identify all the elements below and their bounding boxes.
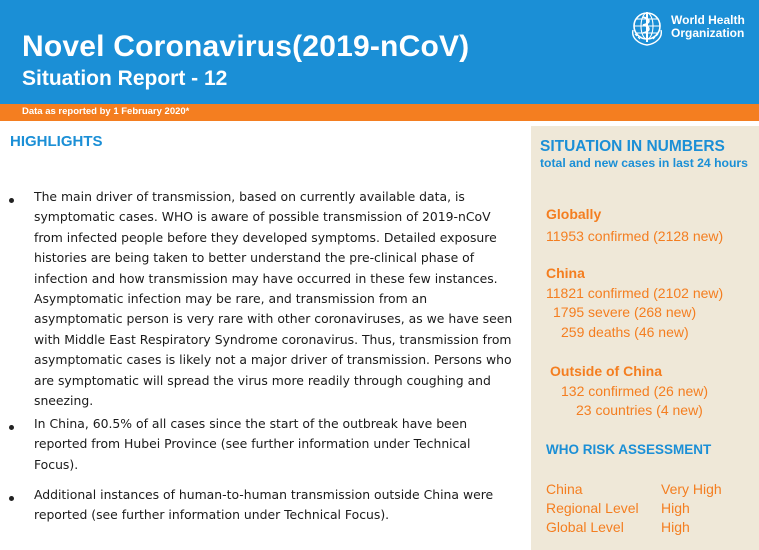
globally-confirmed: 11953 confirmed (2128 new) (546, 228, 724, 244)
dateline-text: Data as reported by 1 February 2020* (22, 106, 190, 117)
china-heading: China (546, 265, 585, 281)
situation-subtitle: total and new cases in last 24 hours (540, 156, 748, 170)
china-severe: 1795 severe (268 new) (553, 304, 697, 320)
situation-panel (531, 126, 759, 550)
highlight-text: The main driver of transmission, based on currently available data, is symptomatic cases. WHO is aware of possible transmission of 2019-nCoV from infected people before they developed symptoms. Detailed exposure histories are being taken to better understand the pre-clinical phase of infection and how transmission may have occurred in these few instances. Asymptomatic infection may be rare, and transmission from an asymptomatic person is very rare with other coronaviruses, as we have seen with Middle East Respiratory Syndrome coronavirus. Thus, transmission from asymptomatic cases is likely not a major driver of transmission. Persons who are symptomatic will spread the virus more readily through coughing and sneezing. (34, 189, 513, 409)
risk-label: China (546, 481, 583, 497)
highlight-text: In China, 60.5% of all cases since the start of the outbreak have been reported from Hubei Province (see further information under Technical Focus). (34, 416, 471, 472)
who-logo (627, 8, 755, 48)
dateline-bar (0, 104, 759, 121)
report-subtitle: Situation Report - 12 (22, 67, 228, 90)
who-emblem-icon (627, 8, 667, 48)
risk-level: High (661, 519, 690, 535)
risk-label: Regional Level (546, 500, 639, 516)
bullet-dot (9, 425, 14, 430)
risk-assessment-heading: WHO RISK ASSESSMENT (546, 442, 712, 457)
china-confirmed: 11821 confirmed (2102 new) (546, 285, 724, 301)
risk-level: High (661, 500, 690, 516)
who-logo-text (671, 14, 745, 40)
outside-china-confirmed: 132 confirmed (26 new) (561, 383, 709, 399)
situation-title: SITUATION IN NUMBERS (540, 138, 725, 155)
globally-heading: Globally (546, 206, 602, 222)
who-logo-line-2: Organization (671, 26, 745, 40)
header-banner (0, 0, 759, 104)
report-title: Novel Coronavirus(2019-nCoV) (22, 30, 470, 63)
china-deaths: 259 deaths (46 new) (561, 324, 689, 340)
bullet-dot (9, 198, 14, 203)
outside-china-heading: Outside of China (550, 363, 662, 379)
bullet-dot (9, 496, 14, 501)
risk-label: Global Level (546, 519, 624, 535)
outside-china-countries: 23 countries (4 new) (576, 402, 703, 418)
highlight-text: Additional instances of human-to-human transmission outside China were reported (see further information under Technical Focus). (34, 487, 494, 523)
who-logo-line-1: World Health (671, 13, 745, 27)
risk-level: Very High (661, 481, 722, 497)
highlights-heading: HIGHLIGHTS (10, 133, 103, 150)
